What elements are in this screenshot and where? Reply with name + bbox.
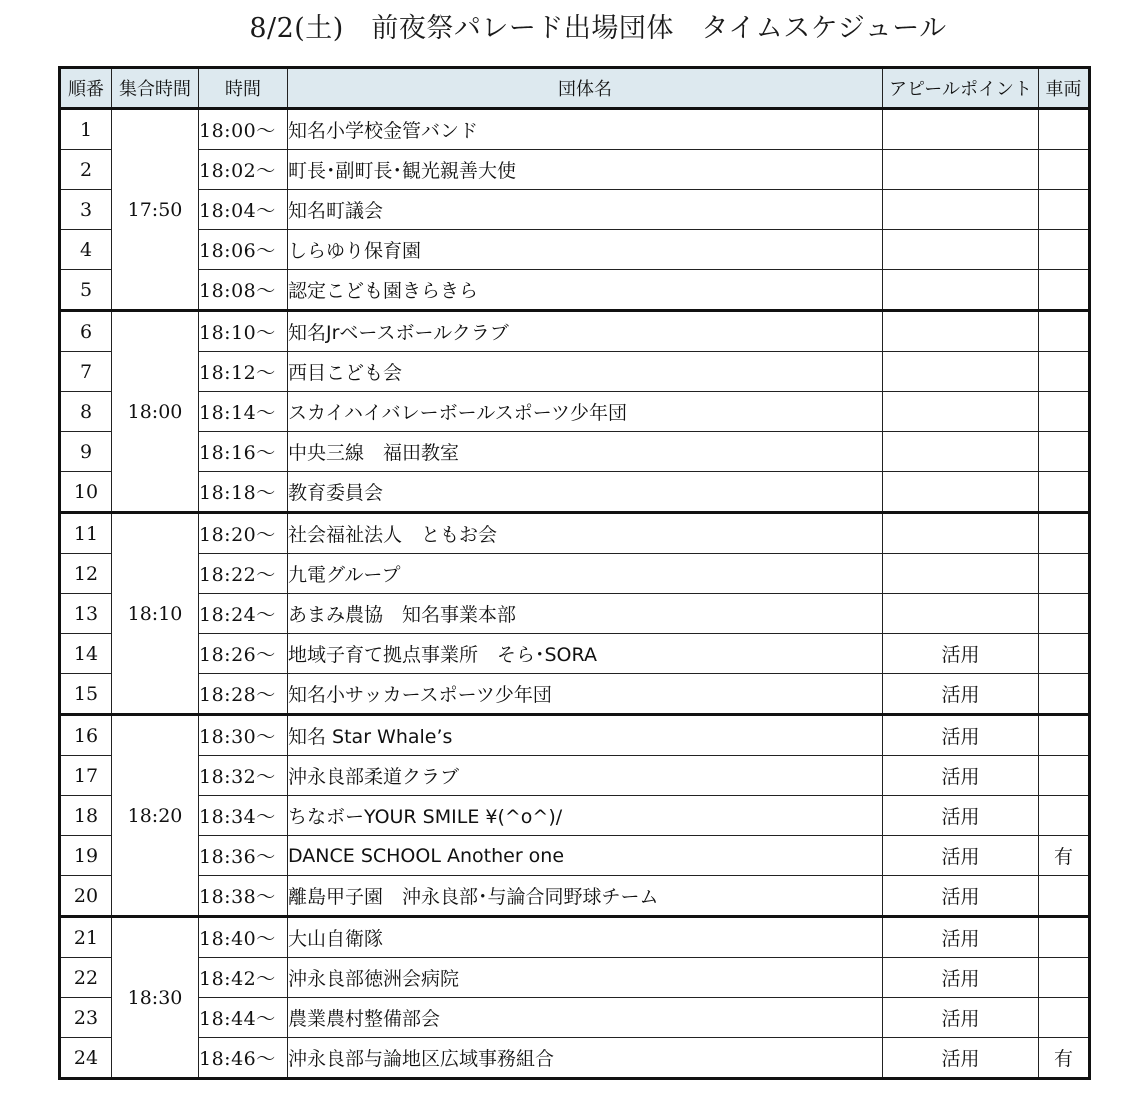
appeal-point-cell: 活用 [883, 917, 1039, 958]
vehicle-cell: 有 [1039, 836, 1090, 876]
order-cell: 20 [60, 876, 112, 917]
time-cell: 18:12～ [199, 352, 288, 392]
time-cell: 18:38～ [199, 876, 288, 917]
order-cell: 6 [60, 311, 112, 352]
group-name-cell: 社会福祉法人 ともお会 [288, 513, 883, 554]
time-cell: 18:28～ [199, 674, 288, 715]
header-gather-time: 集合時間 [112, 68, 199, 109]
table-row [60, 674, 1090, 715]
time-cell: 18:16～ [199, 432, 288, 472]
order-cell: 13 [60, 594, 112, 634]
table-row [60, 796, 1090, 836]
time-cell: 18:04～ [199, 190, 288, 230]
time-cell: 18:34～ [199, 796, 288, 836]
table-row [60, 230, 1090, 270]
vehicle-cell [1039, 270, 1090, 311]
group-name-cell: 西目こども会 [288, 352, 883, 392]
vehicle-cell [1039, 756, 1090, 796]
vehicle-cell [1039, 796, 1090, 836]
order-cell: 23 [60, 998, 112, 1038]
order-cell: 9 [60, 432, 112, 472]
vehicle-cell [1039, 998, 1090, 1038]
group-name-cell: 沖永良部与論地区広域事務組合 [288, 1038, 883, 1079]
group-name-cell: 農業農村整備部会 [288, 998, 883, 1038]
group-name-cell: 認定こども園きらきら [288, 270, 883, 311]
appeal-point-cell [883, 352, 1039, 392]
appeal-point-cell [883, 109, 1039, 150]
order-cell: 18 [60, 796, 112, 836]
vehicle-cell [1039, 392, 1090, 432]
appeal-point-cell: 活用 [883, 876, 1039, 917]
appeal-point-cell: 活用 [883, 998, 1039, 1038]
gather-time-cell: 17:50 [112, 109, 199, 311]
vehicle-cell [1039, 472, 1090, 513]
vehicle-cell [1039, 554, 1090, 594]
header-row [60, 68, 1090, 109]
table-row [60, 190, 1090, 230]
table-row [60, 311, 1090, 352]
table-row [60, 472, 1090, 513]
group-name-cell: DANCE SCHOOL Another one [288, 836, 883, 876]
table-row [60, 554, 1090, 594]
group-name-cell: 九電グループ [288, 554, 883, 594]
group-name-cell: しらゆり保育園 [288, 230, 883, 270]
table-row [60, 392, 1090, 432]
vehicle-cell [1039, 674, 1090, 715]
order-cell: 17 [60, 756, 112, 796]
time-cell: 18:00～ [199, 109, 288, 150]
vehicle-cell [1039, 150, 1090, 190]
table-row [60, 150, 1090, 190]
order-cell: 10 [60, 472, 112, 513]
table-row [60, 836, 1090, 876]
appeal-point-cell [883, 150, 1039, 190]
time-cell: 18:20～ [199, 513, 288, 554]
time-cell: 18:26～ [199, 634, 288, 674]
order-cell: 5 [60, 270, 112, 311]
group-name-cell: 知名Jrベースボールクラブ [288, 311, 883, 352]
appeal-point-cell: 活用 [883, 958, 1039, 998]
vehicle-cell: 有 [1039, 1038, 1090, 1079]
appeal-point-cell: 活用 [883, 634, 1039, 674]
table-row [60, 109, 1090, 150]
appeal-point-cell: 活用 [883, 1038, 1039, 1079]
table-row [60, 756, 1090, 796]
time-cell: 18:36～ [199, 836, 288, 876]
table-row [60, 917, 1090, 958]
table-row [60, 513, 1090, 554]
header-order: 順番 [60, 68, 112, 109]
order-cell: 7 [60, 352, 112, 392]
vehicle-cell [1039, 432, 1090, 472]
header-appeal-point: アピールポイント [883, 68, 1039, 109]
group-name-cell: 中央三線 福田教室 [288, 432, 883, 472]
time-cell: 18:32～ [199, 756, 288, 796]
appeal-point-cell [883, 432, 1039, 472]
time-cell: 18:30～ [199, 715, 288, 756]
group-name-cell: 知名小サッカースポーツ少年団 [288, 674, 883, 715]
table-row [60, 715, 1090, 756]
appeal-point-cell [883, 554, 1039, 594]
order-cell: 2 [60, 150, 112, 190]
vehicle-cell [1039, 594, 1090, 634]
vehicle-cell [1039, 230, 1090, 270]
group-name-cell: 知名 Star Whale’s [288, 715, 883, 756]
schedule-table [58, 66, 1091, 1080]
order-cell: 4 [60, 230, 112, 270]
group-name-cell: 知名町議会 [288, 190, 883, 230]
table-row [60, 594, 1090, 634]
time-cell: 18:14～ [199, 392, 288, 432]
schedule-body [60, 109, 1090, 1079]
time-cell: 18:44～ [199, 998, 288, 1038]
group-name-cell: 教育委員会 [288, 472, 883, 513]
order-cell: 22 [60, 958, 112, 998]
vehicle-cell [1039, 917, 1090, 958]
order-cell: 16 [60, 715, 112, 756]
vehicle-cell [1039, 958, 1090, 998]
time-cell: 18:42～ [199, 958, 288, 998]
gather-time-cell: 18:30 [112, 917, 199, 1079]
order-cell: 14 [60, 634, 112, 674]
vehicle-cell [1039, 876, 1090, 917]
time-cell: 18:10～ [199, 311, 288, 352]
vehicle-cell [1039, 513, 1090, 554]
order-cell: 24 [60, 1038, 112, 1079]
group-name-cell: ちなボーYOUR SMILE ¥(^o^)/ [288, 796, 883, 836]
appeal-point-cell [883, 190, 1039, 230]
order-cell: 21 [60, 917, 112, 958]
gather-time-cell: 18:10 [112, 513, 199, 715]
group-name-cell: 沖永良部徳洲会病院 [288, 958, 883, 998]
appeal-point-cell: 活用 [883, 836, 1039, 876]
appeal-point-cell [883, 513, 1039, 554]
group-name-cell: 知名小学校金管バンド [288, 109, 883, 150]
order-cell: 11 [60, 513, 112, 554]
vehicle-cell [1039, 311, 1090, 352]
header-vehicle: 車両 [1039, 68, 1090, 109]
order-cell: 1 [60, 109, 112, 150]
group-name-cell: 大山自衛隊 [288, 917, 883, 958]
page-title: 8/2(土) 前夜祭パレード出場団体 タイムスケジュール [249, 13, 947, 44]
appeal-point-cell [883, 472, 1039, 513]
appeal-point-cell: 活用 [883, 796, 1039, 836]
order-cell: 3 [60, 190, 112, 230]
time-cell: 18:02～ [199, 150, 288, 190]
appeal-point-cell [883, 392, 1039, 432]
header-time: 時間 [199, 68, 288, 109]
vehicle-cell [1039, 109, 1090, 150]
table-row [60, 998, 1090, 1038]
order-cell: 8 [60, 392, 112, 432]
time-cell: 18:40～ [199, 917, 288, 958]
order-cell: 19 [60, 836, 112, 876]
table-row [60, 958, 1090, 998]
vehicle-cell [1039, 190, 1090, 230]
table-row [60, 270, 1090, 311]
group-name-cell: 町長･副町長･観光親善大使 [288, 150, 883, 190]
appeal-point-cell [883, 311, 1039, 352]
group-name-cell: 沖永良部柔道クラブ [288, 756, 883, 796]
group-name-cell: スカイハイバレーボールスポーツ少年団 [288, 392, 883, 432]
order-cell: 15 [60, 674, 112, 715]
table-row [60, 352, 1090, 392]
appeal-point-cell [883, 270, 1039, 311]
time-cell: 18:08～ [199, 270, 288, 311]
table-row [60, 432, 1090, 472]
gather-time-cell: 18:00 [112, 311, 199, 513]
time-cell: 18:24～ [199, 594, 288, 634]
appeal-point-cell: 活用 [883, 756, 1039, 796]
appeal-point-cell: 活用 [883, 715, 1039, 756]
table-row [60, 876, 1090, 917]
table-row [60, 634, 1090, 674]
group-name-cell: 離島甲子園 沖永良部･与論合同野球チーム [288, 876, 883, 917]
vehicle-cell [1039, 715, 1090, 756]
header-group-name: 団体名 [288, 68, 883, 109]
appeal-point-cell [883, 230, 1039, 270]
time-cell: 18:22～ [199, 554, 288, 594]
time-cell: 18:06～ [199, 230, 288, 270]
vehicle-cell [1039, 352, 1090, 392]
table-row [60, 1038, 1090, 1079]
time-cell: 18:18～ [199, 472, 288, 513]
appeal-point-cell: 活用 [883, 674, 1039, 715]
group-name-cell: あまみ農協 知名事業本部 [288, 594, 883, 634]
order-cell: 12 [60, 554, 112, 594]
vehicle-cell [1039, 634, 1090, 674]
appeal-point-cell [883, 594, 1039, 634]
time-cell: 18:46～ [199, 1038, 288, 1079]
group-name-cell: 地域子育て拠点事業所 そら･SORA [288, 634, 883, 674]
gather-time-cell: 18:20 [112, 715, 199, 917]
